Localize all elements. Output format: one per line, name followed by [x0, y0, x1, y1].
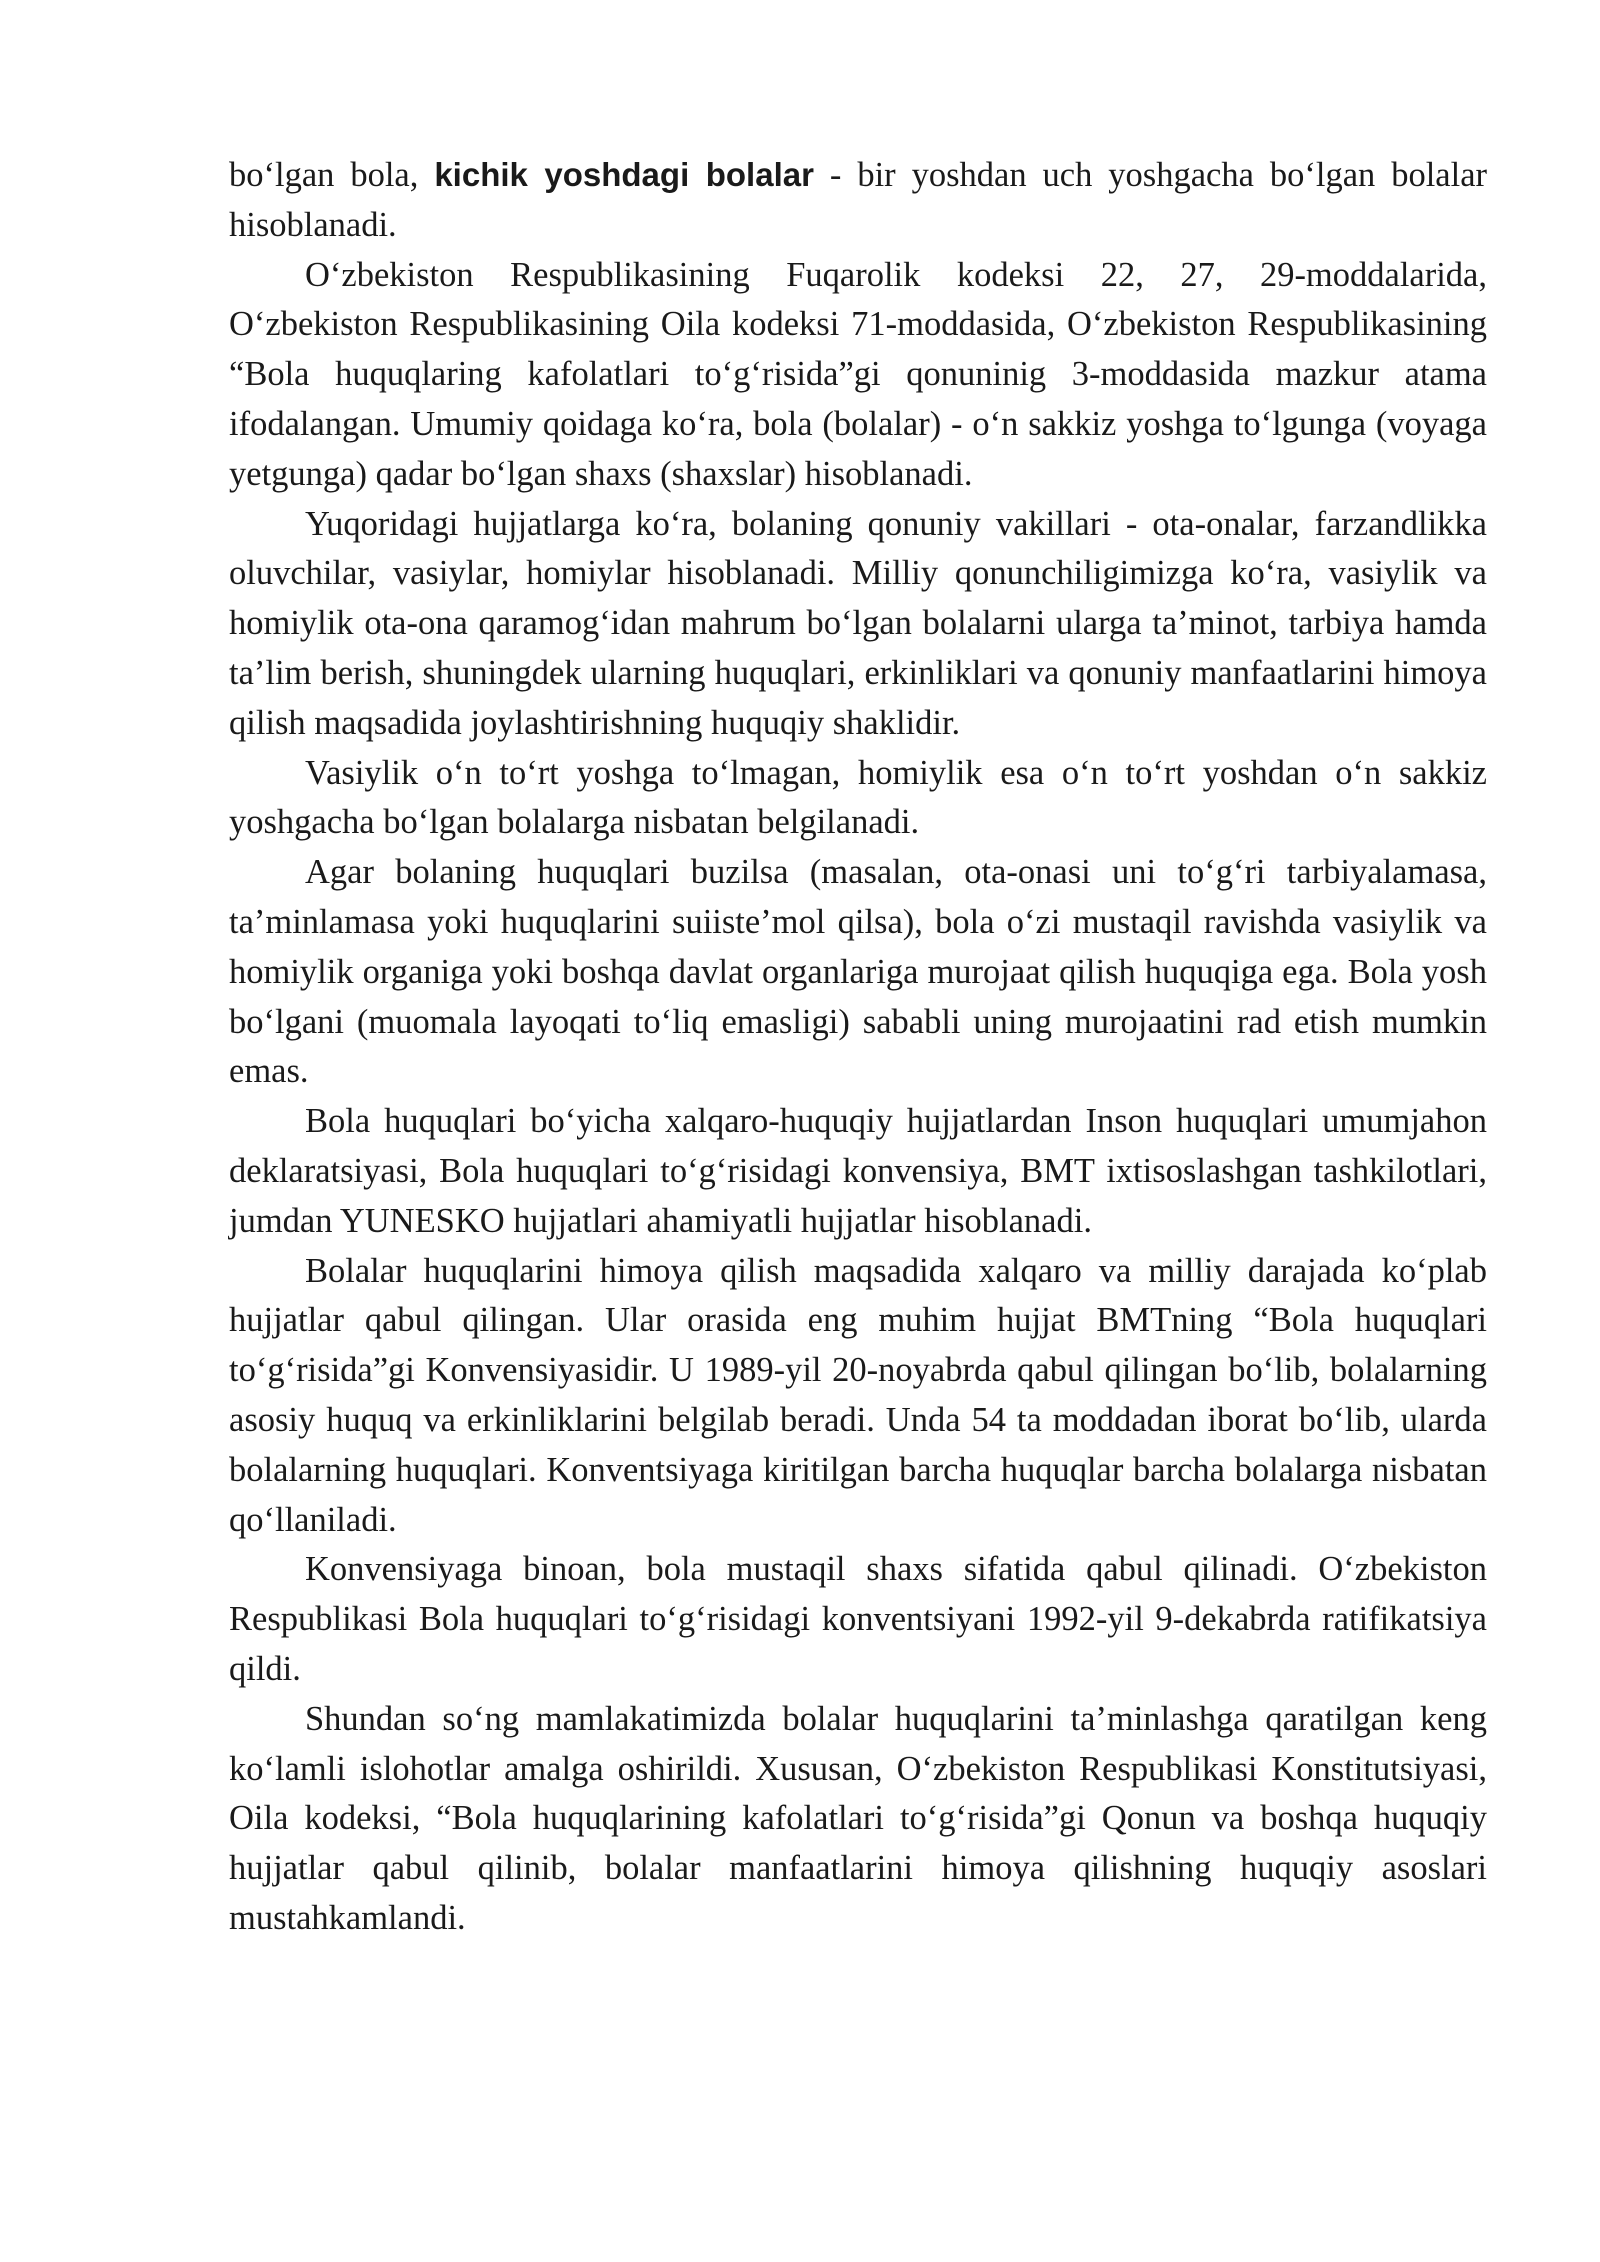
paragraph-1: [229, 150, 1487, 251]
bold-term: kichik yoshdagi bolalar: [434, 156, 814, 193]
paragraph-8: Konvensiyaga binoan, bola mustaqil shaxs sifatida qabul qilinadi. O‘zbekiston Respublikasi Bola huquqlari to‘g‘risidagi konventsiyani 1992-yil 9-dekabrda ratifikatsiya qildi.: [229, 1550, 1487, 1688]
paragraph-7: Bolalar huquqlarini himoya qilish maqsadida xalqaro va milliy darajada ko‘plab hujjatlar qabul qilingan. Ular orasida eng muhim hujjat BMTning “Bola huquqlari to‘g‘risida”gi Konvensiyasidir. U 1989-yil 20-noyabrda qabul qilingan bo‘lib, bolalarning asosiy huquq va erkinliklarini belgilab beradi. Unda 54 ta moddadan iborat bo‘lib, ularda bolalarning huquqlari. Konventsiyaga kiritilgan barcha huquqlar barcha bolalarga nisbatan qo‘llaniladi.: [229, 1251, 1487, 1539]
paragraph-1-lead: bo‘lgan bola,: [229, 156, 435, 194]
paragraph-9: Shundan so‘ng mamlakatimizda bolalar huquqlarini ta’minlashga qaratilgan keng ko‘lamli islohotlar amalga oshirildi. Xususan, O‘zbekiston Respublikasi Konstitutsiyasi, Oila kodeksi, “Bola huquqlarining kafolatlari to‘g‘risida”gi Qonun va boshqa huquqiy hujjatlar qabul qilinib, bolalar manfaatlarini himoya qilishning huquqiy asoslari mustahkamlandi.: [229, 1699, 1487, 1937]
document-page: [229, 150, 1487, 1944]
paragraph-6: Bola huquqlari bo‘yicha xalqaro-huquqiy hujjatlardan Inson huquqlari umumjahon deklaratsiyasi, Bola huquqlari to‘g‘risidagi konvensiya, BMT ixtisoslashgan tashkilotlari, jumdan YUNESKO hujjatlari ahamiyatli hujjatlar hisoblanadi.: [229, 1102, 1487, 1240]
paragraph-5: Agar bolaning huquqlari buzilsa (masalan, ota-onasi uni to‘g‘ri tarbiyalamasa, ta’minlamasa yoki huquqlarini suiiste’mol qilsa), bola o‘zi mustaqil ravishda vasiylik va homiylik organiga yoki boshqa davlat organlariga murojaat qilish huquqiga ega. Bola yosh bo‘lgani (muomala layoqati to‘liq emasligi) sababli uning murojaatini rad etish mumkin emas.: [229, 853, 1487, 1091]
paragraph-2: O‘zbekiston Respublikasining Fuqarolik kodeksi 22, 27, 29-moddalarida, O‘zbekiston Respublikasining Oila kodeksi 71-moddasida, O‘zbekiston Respublikasining “Bola huquqlaring kafolatlari to‘g‘risida”gi qonuninig 3-moddasida mazkur atama ifodalangan. Umumiy qoidaga ko‘ra, bola (bolalar) - o‘n sakkiz yoshga to‘lgunga (voyaga yetgunga) qadar bo‘lgan shaxs (shaxslar) hisoblanadi.: [229, 255, 1487, 493]
paragraph-1-rest: - bir yoshdan uch yoshgacha bo‘lgan bolalar hisoblanadi.: [229, 156, 1487, 244]
paragraph-4: Vasiylik o‘n to‘rt yoshga to‘lmagan, homiylik esa o‘n to‘rt yoshdan o‘n sakkiz yoshgacha bo‘lgan bolalarga nisbatan belgilanadi.: [229, 753, 1487, 842]
paragraph-3: Yuqoridagi hujjatlarga ko‘ra, bolaning qonuniy vakillari - ota-onalar, farzandlikka oluvchilar, vasiylar, homiylar hisoblanadi. Milliy qonunchiligimizga ko‘ra, vasiylik va homiylik ota-ona qaramog‘idan mahrum bo‘lgan bolalarni ularga ta’minot, tarbiya hamda ta’lim berish, shuningdek ularning huquqlari, erkinliklari va qonuniy manfaatlarini himoya qilish maqsadida joylashtirishning huquqiy shaklidir.: [229, 504, 1487, 742]
